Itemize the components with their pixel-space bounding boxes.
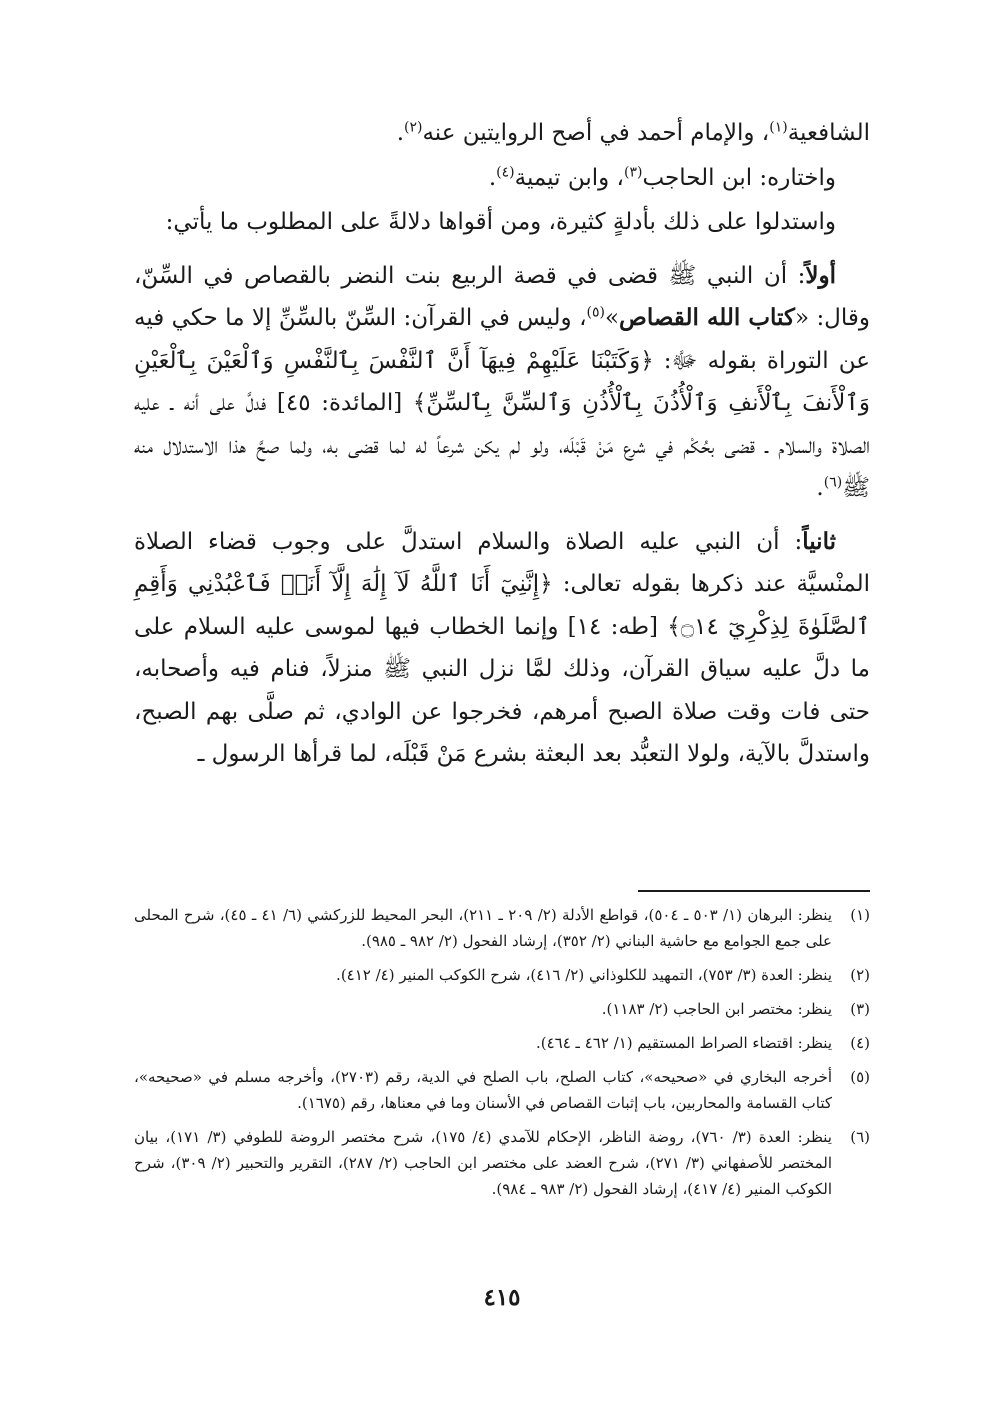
paragraph-first-evidence	[134, 255, 870, 510]
paragraph-chosen-by	[134, 157, 870, 200]
footnote-ref-2[interactable]: (٢)	[404, 119, 423, 136]
footnote-number: (٥)	[850, 1068, 870, 1086]
text-run: »	[604, 305, 620, 331]
footnote-text: أخرجه البخاري في «صحيحه»، كتاب الصلح، باب الصلح في الدية، رقم (٢٧٠٣)، وأخرجه مسلم في «صحيحه»، كتاب القسامة والمحاربين، باب إثبات القصاص في الأسنان وما في معناها، رقم (١٦٧٥).	[134, 1068, 832, 1112]
main-text-block	[134, 112, 870, 787]
text-run: [طه: ١٤] وإنما الخطاب فيها لموسى عليه السلام على ما دلَّ عليه سياق القرآن، وذلك لمَّا نزل النبي ﷺ منزلاً، فنام فيه وأصحابه، حتى فات وقت صلاة الصبح أمرهم، فخرجوا عن الوادي، ثم صلَّى بهم الصبح، واستدلَّ بالآية، ولولا التعبُّد بعد البعثة بشرع مَنْ قَبْلَه، لما قرأها الرسول ـ	[134, 613, 870, 767]
text-run: .	[396, 120, 404, 146]
footnote-5	[134, 1064, 870, 1116]
footnote-ref-3[interactable]: (٣)	[623, 163, 643, 180]
text-run: ، وليس في القرآن: السِّنّ بالسِّنِّ إلا ما حكي فيه عن التوراة بقوله ﷻ:	[134, 305, 870, 374]
footnote-number: (٤)	[850, 1034, 870, 1052]
footnote-ref-4[interactable]: (٤)	[496, 163, 515, 180]
text-run: : أن النبي عليه الصلاة والسلام استدلَّ على وجوب قضاء الصلاة المنْسيَّة عند ذكرها بقوله تعالى:	[134, 528, 870, 597]
footnote-4	[134, 1030, 870, 1056]
footnote-ref-1[interactable]: (١)	[769, 119, 788, 136]
footnote-2	[134, 962, 870, 988]
footnotes-section	[134, 902, 870, 1210]
footnote-6	[134, 1124, 870, 1202]
footnote-number: (١)	[850, 906, 870, 924]
page-number: ٤١٥	[483, 1284, 521, 1311]
paragraph-evidence-intro	[134, 201, 870, 244]
footnote-3	[134, 996, 870, 1022]
text-run: [المائدة: ٤٥] فدلَّ على أنه ـ عليه الصلاة والسلام ـ قضى بحُكْم في شرع مَنْ قَبْلَه، ولو لم يكن شرعاً له لما قضى به، ولما صحَّ هذا الاستدلال منه ﷺ	[134, 390, 870, 501]
footnote-text: ينظر: مختصر ابن الحاجب (٢/ ١١٨٣).	[601, 1000, 832, 1018]
footnote-text: ينظر: العدة (٣/ ٧٦٠)، روضة الناظر، الإحكام للآمدي (٤/ ١٧٥)، شرح مختصر الروضة للطوفي (٣/ ١٧١)، بيان المختصر للأصفهاني (٣/ ٢٧١)، شرح العضد على مختصر ابن الحاجب (٢/ ٢٨٧)، التقرير والتحبير (٢/ ٣٠٩)، شرح الكوكب المنير (٤/ ٤١٧)، إرشاد الفحول (٢/ ٩٨٣ ـ ٩٨٤).	[134, 1128, 832, 1198]
text-run: واستدلوا على ذلك بأدلةٍ كثيرة، ومن أقواها دلالةً على المطلوب ما يأتي:	[165, 209, 836, 235]
text-run: .	[488, 164, 497, 191]
footnote-number: (٢)	[850, 966, 870, 984]
paragraph-shafii	[134, 112, 870, 155]
second-heading: ثانياً	[802, 527, 836, 555]
text-run: واختاره: ابن الحاجب	[642, 164, 836, 191]
footnote-separator	[638, 890, 870, 892]
text-run: .	[816, 475, 824, 501]
quran-verse-taha: ﴿إِنَّنِيٓ أَنَا ٱللَّهُ لَآ إِلَٰهَ إِلَّآ أَنَا۠ فَٱعْبُدْنِي وَأَقِمِ ٱلصَّلَوٰةَ لِذِكْرِيٓ ۝١٤﴾	[134, 571, 871, 640]
footnote-text: ينظر: البرهان (١/ ٥٠٣ ـ ٥٠٤)، قواطع الأدلة (٢/ ٢٠٩ ـ ٢١١)، البحر المحيط للزركشي (٦/ ٤١ ـ ٤٥)، شرح المحلى على جمع الجوامع مع حاشية البناني (٢/ ٣٥٢)، إرشاد الفحول (٢/ ٩٨٢ ـ ٩٨٥).	[134, 906, 832, 950]
text-run: الشافعية	[787, 120, 870, 146]
text-run: ، وابن تيمية	[514, 164, 624, 191]
footnote-ref-5[interactable]: (٥)	[586, 304, 605, 321]
text-run: ، والإمام أحمد في أصح الروايتين عنه	[422, 120, 770, 146]
hadith-quote: كتاب الله القصاص	[619, 304, 795, 331]
footnote-number: (٣)	[850, 1000, 870, 1018]
footnote-ref-6[interactable]: (٦)	[823, 474, 843, 491]
text-run: : أن النبي ﷺ قضى في قصة الربيع بنت النضر بالقصاص في السِّنّ، وقال: «	[134, 262, 871, 331]
paragraph-second-evidence	[134, 521, 870, 776]
footnote-text: ينظر: اقتضاء الصراط المستقيم (١/ ٤٦٢ ـ ٤٦٤).	[535, 1034, 832, 1052]
footnote-1	[134, 902, 870, 954]
footnote-number: (٦)	[850, 1128, 870, 1146]
quran-verse-maidah: ﴿وَكَتَبْنَا عَلَيْهِمْ فِيهَآ أَنَّ ٱلنَّفْسَ بِٱلنَّفْسِ وَٱلْعَيْنَ بِٱلْعَيْنِ وَٱلْأَنفَ بِٱلْأَنفِ وَٱلْأُذُنَ بِٱلْأُذُنِ وَٱلسِّنَّ بِٱلسِّنِّ﴾	[134, 347, 871, 416]
footnote-text: ينظر: العدة (٣/ ٧٥٣)، التمهيد للكلوذاني (٢/ ٤١٦)، شرح الكوكب المنير (٤/ ٤١٢).	[336, 966, 832, 984]
first-heading: أولاً	[805, 261, 836, 289]
